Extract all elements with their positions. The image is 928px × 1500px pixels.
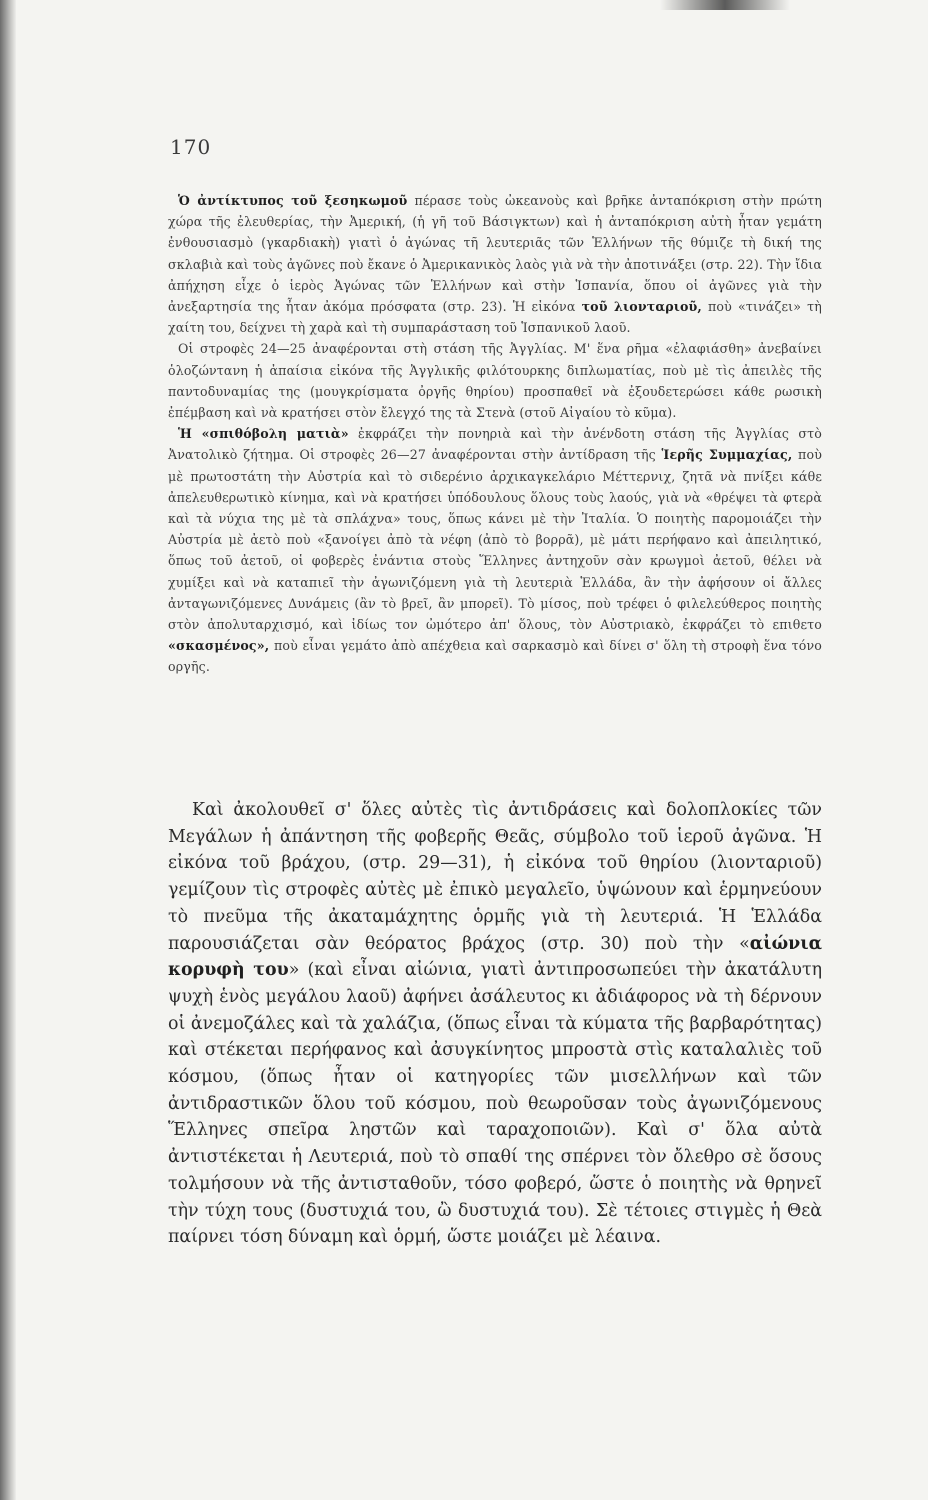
bold-term: Ὁ ἀντίκτυπος τοῦ ξεσηκωμοῦ [178, 193, 408, 208]
bold-term: Ἱερῆς Συμμαχίας, [661, 447, 793, 463]
paragraph-text: ποὺ εἶναι γεμάτο ἀπὸ απέχθεια καὶ σαρκασμὸ καὶ δίνει σ' ὅλη τὴ στροφὴ ἕνα τόνο οργῆς. [168, 638, 822, 675]
main-text-block [168, 797, 822, 1251]
paragraph-text: Οἱ στροφὲς 24—25 ἀναφέρονται στὴ στάση τῆς Ἀγγλίας. Μ' ἕνα ρῆμα «ἐλαφιάσθη» ἀνεβαίνει ὁλοζώντανη ἡ ἀπαίσια εἰκόνα τῆς Ἀγγλικῆς φιλότουρκης διπλωματίας, ποὺ μὲ τὶς ἀπειλὲς τῆς παντοδυναμίας της (μουγκρίσματα ὀργῆς θηρίου) προσπαθεῖ νὰ ἐξουδετερώσει κάθε ρωσικὴ ἐπέμβαση καὶ νὰ κρατήσει στὸν ἔλεγχό της τὰ Στενὰ (στοῦ Αἰγαίου τὸ κῦμα). [168, 341, 822, 421]
bold-term: «σκασμένος», [168, 638, 270, 654]
main-paragraph [168, 797, 822, 1251]
commentary-paragraph [168, 190, 822, 338]
paragraph-text: ἐκφράζει τὴν πονηριὰ καὶ τὴν ἀνένδοτη στάση τῆς Ἀγγλίας στὸ Ἀνατολικὸ ζήτημα. Οἱ στροφὲς 26—27 ἀναφέρονται στὴν ἀντίδραση τῆς [168, 426, 822, 463]
paragraph-text: πέρασε τοὺς ὠκεανοὺς καὶ βρῆκε ἀνταπόκριση στὴν πρώτη χώρα τῆς ἐλευθερίας, τὴν Ἀμερική, (ἡ γῆ τοῦ Βάσιγκτων) καὶ ἡ ἀνταπόκριση αὐτὴ ἦταν γεμάτη ἐνθουσιασμὸ (γκαρδιακὴ) γιατὶ ὁ ἀγώνας τῆ λευτεριᾶς τῶν Ἑλλήνων τῆς θύμιζε τὴ δική της σκλαβιὰ καὶ τοὺς ἀγῶνες ποὺ ἔκανε ὁ Ἀμερικανικὸς λαὸς γιὰ νὰ τὴν ἀποτινάξει (στρ. 22). Τὴν ἴδια ἀπήχηση εἶχε ὁ ἱερὸς Ἀγώνας τῶν Ἑλλήνων καὶ στὴν Ἱσπανία, ὅπου οἱ ἀγῶνες γιὰ τὴν ἀνεξαρτησία της ἦταν ἀκόμα πρόσφατα (στρ. 23). Ἡ εἰκόνα [168, 193, 822, 315]
commentary-block [168, 190, 822, 678]
paragraph-text: Καὶ ἀκολουθεῖ σ' ὅλες αὐτὲς τὶς ἀντιδράσεις καὶ δολοπλοκίες τῶν Μεγάλων ἡ ἀπάντηση τῆς φοβερῆς Θεᾶς, σύμβολο τοῦ ἱεροῦ ἀγῶνα. Ἡ εἰκόνα τοῦ βράχου, (στρ. 29—31), ἡ εἰκόνα τοῦ θηρίου (λιονταριοῦ) γεμίζουν τὶς στροφὲς αὐτὲς μὲ ἐπικὸ μεγαλεῖο, ὑψώνουν καὶ ἑρμηνεύουν τὸ πνεῦμα τῆς ἀκαταμάχητης ὁρμῆς γιὰ τὴ λευτεριά. Ἡ Ἑλλάδα παρουσιάζεται σὰν θεόρατος βράχος (στρ. 30) ποὺ τὴν « [168, 800, 822, 954]
scan-artifact [660, 0, 790, 10]
page-gutter-shadow [0, 0, 16, 1500]
commentary-paragraph [168, 423, 822, 677]
paragraph-text: ποὺ μὲ πρωτοστάτη τὴν Αὐστρία καὶ τὸ σιδερένιο ἀρχικαγκελάριο Μέττερνιχ, ζητᾶ νὰ πνίξει κάθε ἀπελευθερωτικὸ κίνημα, καὶ νὰ κρατήσει ὑπόδουλους ὅλους τοὺς λαούς, γιὰ νὰ «θρέψει τὰ φτερὰ καὶ τὰ νύχια της μὲ τὰ σπλάχνα» τους, ὅπως κάνει μὲ τὴν Ἰταλία. Ὁ ποιητὴς παρομοιάζει τὴν Αὐστρία μὲ ἀετὸ ποὺ «ξανοίγει ἀπὸ τὰ νέφη (ἀπὸ τὸ βορρᾶ), μὲ μάτι περήφανο καὶ ἀπειλητικό, ὅπως τοῦ ἀετοῦ, οἱ φοβερὲς ἐνάντια στοὺς Ἕλληνες ἀντηχοῦν σὰν κρωγμοὶ ἀετοῦ, θέλει νὰ χυμίξει καὶ νὰ καταπιεῖ τὴν ἀγωνιζόμενη γιὰ τὴ λευτεριὰ Ἑλλάδα, ἂν τὴν ἀφήσουν οἱ ἄλλες ἀνταγωνιζόμενες Δυνάμεις (ἂν τὸ βρεῖ, ἂν μπορεῖ). Τὸ μίσος, ποὺ τρέφει ὁ φιλελεύθερος ποιητὴς στὸν ἀπολυταρχισμό, καὶ ἰδίως τον ὠμότερο ἀπ' ὅλους, τὸν Αὐστριακὸ, ἐκφράζει τὸ επιθετο [168, 447, 822, 633]
bold-term: Ἡ «σπιθόβολη ματιὰ» [178, 426, 349, 442]
commentary-paragraph [168, 338, 822, 423]
bold-term: τοῦ λιονταριοῦ, [581, 299, 702, 315]
page-number: 170 [170, 135, 212, 159]
paragraph-text: » (καὶ εἶναι αἰώνια, γιατὶ ἀντιπροσωπεύει τὴν ἀκατάλυτη ψυχὴ ἑνὸς μεγάλου λαοῦ) ἀφήνει ἀσάλευτος κι ἀδιάφορος νὰ τὴ δέρνουν οἱ ἀνεμοζάλες καὶ τὰ χαλάζια, (ὅπως εἶναι τὰ κύματα τῆς βαρβαρότητας) καὶ στέκεται περήφανος καὶ ἀσυγκίνητος μπροστὰ στὶς καταλαλιὲς τοῦ κόσμου, (ὅπως ἦταν οἱ κατηγορίες τῶν μισελλήνων καὶ τῶν ἀντιδραστικῶν ὅλου τοῦ κόσμου, ποὺ θεωροῦσαν τοὺς ἀγωνιζόμενους Ἕλληνες σπεῖρα ληστῶν καὶ ταραχοποιῶν). Καὶ σ' ὅλα αὐτὰ ἀντιστέκεται ἡ Λευτεριά, ποὺ τὸ σπαθί της σπέρνει τὸν ὄλεθρο σὲ ὅσους τολμήσουν νὰ τῆς ἀντισταθοῦν, τόσο φοβερό, ὥστε ὁ ποιητὴς νὰ θρηνεῖ τὴν τύχη τους (δυστυχιά του, ὢ δυστυχιά του). Σὲ τέτοιες στιγμὲς ἡ Θεὰ παίρνει τόση δύναμη καὶ ὁρμή, ὥστε μοιάζει μὲ λέαινα. [168, 960, 822, 1248]
paragraph-text: ποὺ «τινάζει» τὴ χαίτη του, δείχνει τὴ χαρὰ καὶ τὴ συμπαράσταση τοῦ Ἱσπανικοῦ λαοῦ. [168, 299, 822, 336]
bold-term: αἰώνια κορυφὴ του [168, 933, 822, 981]
